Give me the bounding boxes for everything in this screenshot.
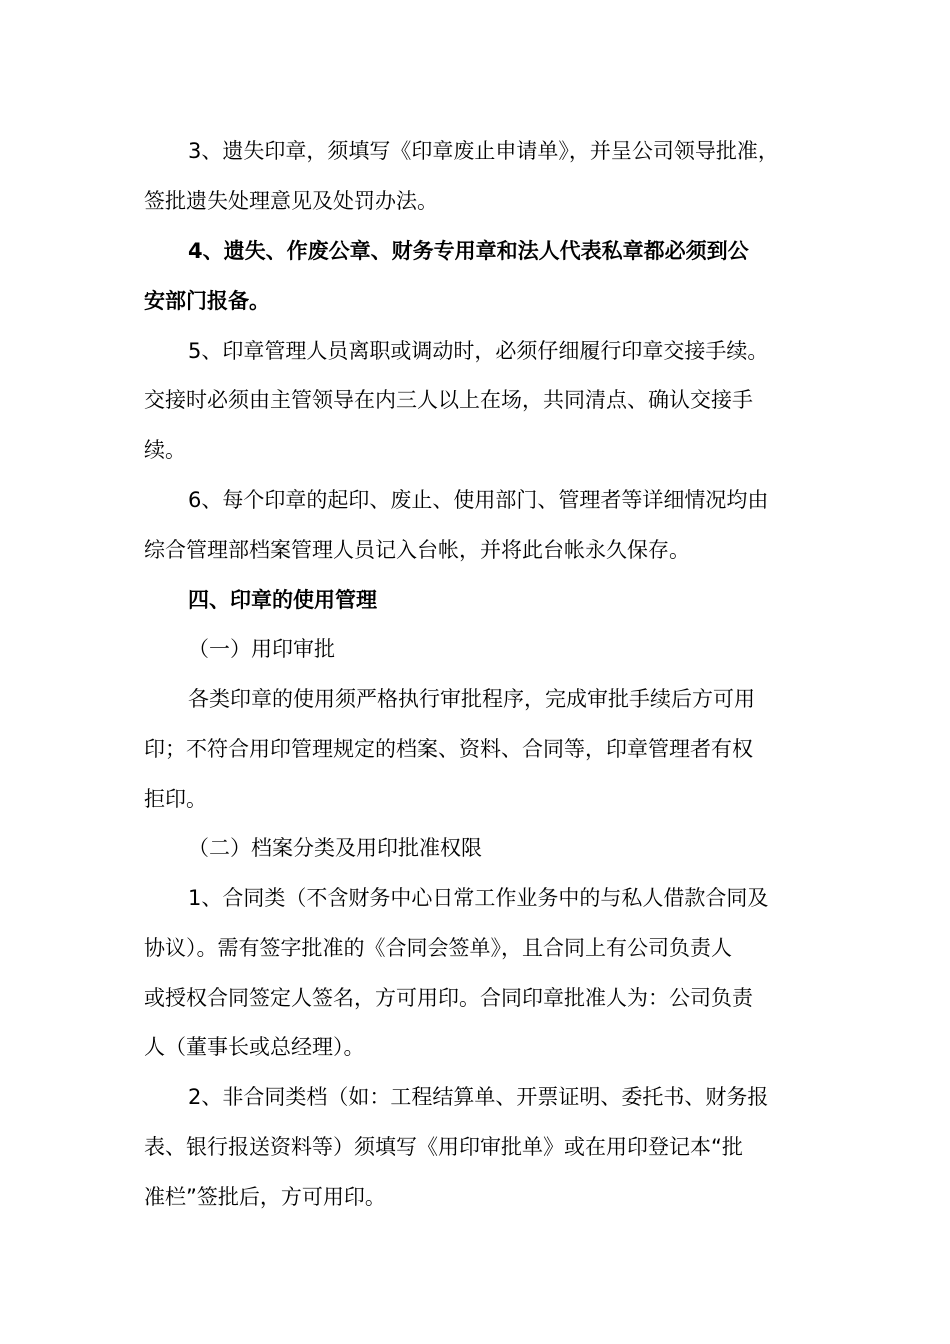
approval-para-line-2: 印；不符合用印管理规定的档案、资料、合同等，印章管理者有权	[144, 737, 753, 761]
para-6-line-1: 6、每个印章的起印、废止、使用部门、管理者等详细情况均由	[188, 488, 769, 512]
contract-para-line-1: 1、合同类（不含财务中心日常工作业务中的与私人借款合同及	[188, 886, 769, 910]
para-3-line-2: 签批遗失处理意见及处罚办法。	[144, 189, 438, 213]
subsection-heading-1: （一）用印审批	[188, 637, 335, 661]
para-3-line-1: 3、遗失印章，须填写《印章废止申请单》，并呈公司领导批准，	[188, 139, 779, 163]
approval-para-line-3: 拒印。	[144, 787, 207, 811]
section-heading: 四、印章的使用管理	[188, 588, 377, 612]
para-4-line-1: 4、遗失、作废公章、财务专用章和法人代表私章都必须到公	[188, 239, 749, 263]
noncontract-para-line-1: 2、非合同类档（如：工程结算单、开票证明、委托书、财务报	[188, 1085, 769, 1109]
contract-para-line-4: 人（董事长或总经理）。	[144, 1035, 365, 1059]
noncontract-para-line-3: 准栏”签批后，方可用印。	[144, 1185, 386, 1209]
subsection-heading-2: （二）档案分类及用印批准权限	[188, 836, 482, 860]
approval-para-line-1: 各类印章的使用须严格执行审批程序，完成审批手续后方可用	[188, 687, 755, 711]
para-4-line-2: 安部门报备。	[144, 289, 270, 313]
para-5-line-2: 交接时必须由主管领导在内三人以上在场，共同清点、确认交接手	[144, 388, 753, 412]
contract-para-line-3: 或授权合同签定人签名，方可用印。合同印章批准人为：公司负责	[144, 986, 753, 1010]
contract-para-line-2: 协议）。需有签字批准的《合同会签单》，且合同上有公司负责人	[144, 936, 732, 960]
noncontract-para-line-2: 表、银行报送资料等）须填写《用印审批单》或在用印登记本“批	[144, 1135, 743, 1159]
para-5-line-1: 5、印章管理人员离职或调动时，必须仔细履行印章交接手续。	[188, 339, 769, 363]
para-5-line-3: 续。	[144, 438, 186, 462]
para-6-line-2: 综合管理部档案管理人员记入台帐，并将此台帐永久保存。	[144, 538, 690, 562]
